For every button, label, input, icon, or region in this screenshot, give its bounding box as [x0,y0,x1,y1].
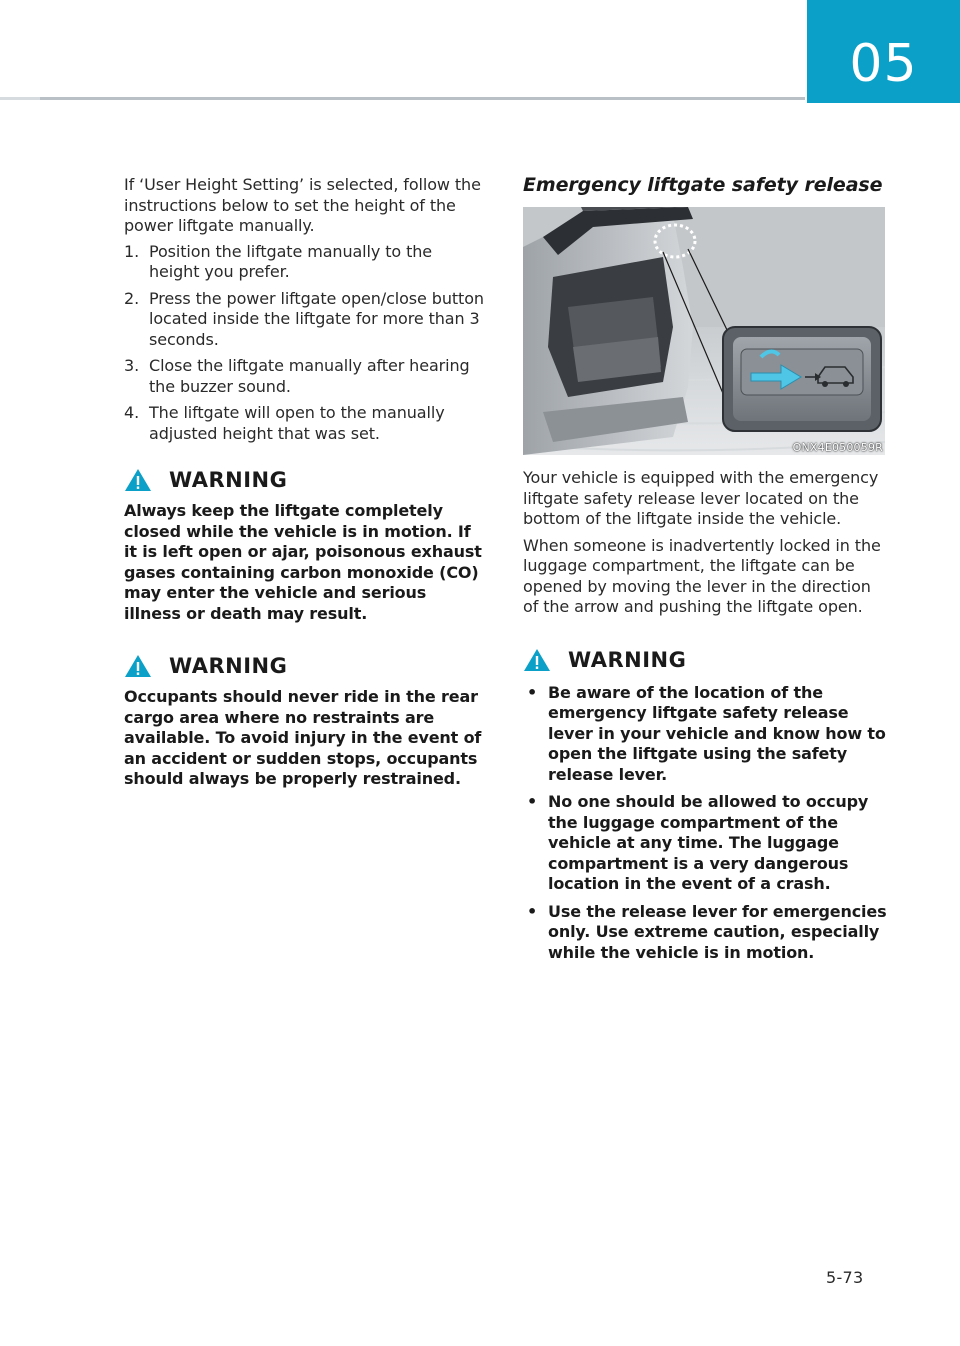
left-column [124,175,486,790]
warning-heading [124,652,486,680]
list-item: 1. Position the liftgate manually to the height you prefer. [124,241,433,281]
liftgate-release-figure [523,207,885,455]
right-column [523,173,887,970]
warning-triangle-icon [523,648,551,672]
chapter-number: 05 [849,34,918,94]
steps-list [124,242,486,445]
warning-title: WARNING [169,654,288,678]
warning-heading [523,646,887,674]
header-rule [0,97,805,100]
page-number: 5-73 [826,1268,864,1287]
list-item: 4. The liftgate will open to the manually adjusted height that was set. [124,403,445,443]
intro-paragraph: If ‘User Height Setting’ is selected, follow the instructions below to set the height of the power liftgate manually. [124,175,481,235]
warning-title: WARNING [169,468,288,492]
warning-text: Always keep the liftgate completely closed while the vehicle is in motion. If it is left open or ajar, poisonous exhaust gases containing carbon monoxide (CO) may enter the vehicle and serious illness or death may result. [124,501,482,623]
header-rule-accent [0,97,40,100]
list-item: 3. Close the liftgate manually after hearing the buzzer sound. [124,356,470,396]
chapter-tab [807,0,960,103]
warning-heading [124,466,486,494]
warning-text: Occupants should never ride in the rear cargo area where no restraints are available. To avoid injury in the event of an accident or sudden stops, occupants should always be properly restrained. [124,687,482,788]
liftgate-illustration [523,207,885,455]
warning-bullets [523,683,887,964]
warning-title: WARNING [568,647,687,672]
list-item: 2. Press the power liftgate open/close button located inside the liftgate for more than 3 seconds. [124,288,484,349]
figure-code: ONX4E050059R [792,441,883,454]
release-description: Your vehicle is equipped with the emergency liftgate safety release lever located on the bottom of the liftgate inside the vehicle. [523,468,879,528]
list-item: • Be aware of the location of the emergency liftgate safety release lever in your vehicle and know how to open the liftgate using the safety release lever. [527,682,886,784]
list-item: • No one should be allowed to occupy the luggage compartment of the vehicle at any time. The luggage compartment is a very dangerous location in the event of a crash. [527,792,869,893]
list-item: • Use the release lever for emergencies only. Use extreme caution, especially while the vehicle is in motion. [527,901,887,962]
warning-triangle-icon [124,654,152,678]
warning-box-exhaust [124,466,486,624]
warning-box-release [523,646,887,964]
section-title: Emergency liftgate safety release [523,174,883,196]
warning-triangle-icon [124,468,152,492]
warning-box-cargo [124,652,486,790]
release-instructions: When someone is inadvertently locked in the luggage compartment, the liftgate can be opened by moving the lever in the direction of the arrow and pushing the liftgate open. [523,535,881,616]
